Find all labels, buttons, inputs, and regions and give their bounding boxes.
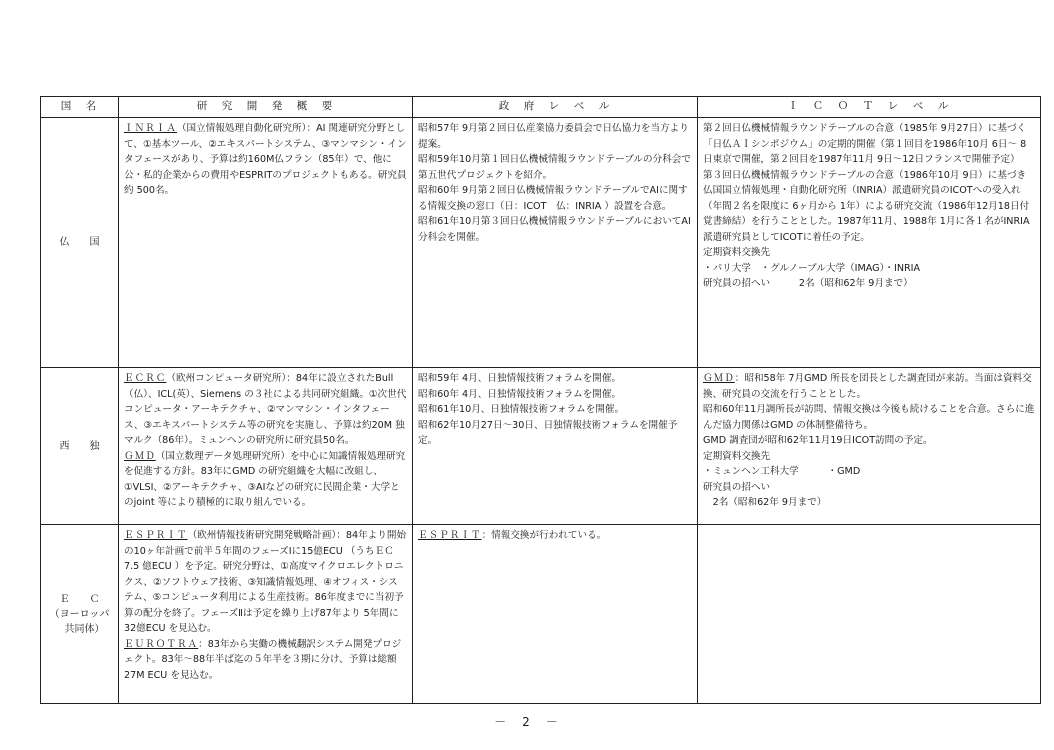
header-row: [41, 97, 1041, 118]
org-name: ＧＭＤ: [124, 450, 156, 462]
org-name: ＥＣＲＣ: [124, 373, 167, 384]
government-entry: 昭和60年 9月第２回日仏機械情報ラウンドテーブルでAIに関する情報交換の窓口（日：ICOT 仏：INRIA ）設置を合意。: [418, 185, 688, 212]
research-entry: [124, 637, 407, 684]
org-name: ＩＮＲＩＡ: [124, 123, 177, 134]
government-entry: 昭和57年 9月第２回日仏産業協力委員会で日仏協力を当方より提案。: [418, 123, 689, 150]
icot-entry: ・パリ大学 ・グルノーブル大学（IMAG）・INRIA: [703, 262, 921, 274]
research-entry: [124, 449, 407, 511]
icot-entry: 定期資料交換先: [703, 247, 771, 258]
org-description: （国立数理データ処理研究所）を中心に知識情報処理研究を促進する方針。83年にGMD の研究組織を大幅に改組し、①VLSI、②アーキテクチャ、③AIなどの研究に民間企業・大学とのjoint 等により積極的に取り組んでいる。: [124, 450, 406, 508]
research-cell: [119, 368, 413, 525]
icot-entry: 研究員の招へい 2名（昭和62年 9月まで）: [703, 278, 913, 289]
government-entry: 昭和60年 4月、日独情報技術フォラムを開催。: [418, 388, 622, 400]
research-entry: [124, 121, 407, 199]
government-entry: 昭和61年10月第３回日仏機械情報ラウンドテーブルにおいてAI分科会を開催。: [418, 216, 691, 243]
icot-entry: ＧＭＤ：昭和58年 7月GMD 所長を団長とした調査団が来訪。当面は資料交換、研究員の交流を行うこととした。: [703, 373, 1032, 400]
icot-cell: [698, 368, 1041, 525]
icot-cell: [698, 118, 1041, 368]
header-research-overview: 研 究 開 発 概 要: [119, 97, 413, 118]
research-entry: [124, 371, 407, 449]
government-entry: 昭和59年 4月、日独情報技術フォラムを開催。: [418, 373, 622, 384]
table-row-west-germany: [41, 368, 1041, 525]
header-icot-level: Ｉ Ｃ Ｏ Ｔ レ ベ ル: [698, 97, 1041, 118]
government-entry: 昭和59年10月第１回日仏機械情報ラウンドテーブルの分科会で第五世代プロジェクトを紹介。: [418, 154, 691, 181]
government-entry: 昭和62年10月27日～30日、日独情報技術フォラムを開催予定。: [418, 419, 678, 446]
table-row-ec: [41, 525, 1041, 704]
icot-entry: 2名（昭和62年 9月まで）: [703, 497, 827, 508]
org-name: ＥＳＰＲＩＴ: [124, 530, 188, 541]
org-name: ＥＳＰＲＩＴ: [418, 530, 482, 541]
icot-entry: 第３回日仏機械情報ラウンドテーブルの合意（1986年10月 9日）に基づき仏国国立情報処理・自動化研究所（INRIA）派遣研究員のICOTへの受入れ（年間２名を限度に 6ヶ月から 1年）による研究交流（1986年12月18日付覚書締結）を行うこととした。1987年11月、1988年 1月に各１名がINRIA 派遣研究員としてICOTに着任の予定。: [703, 169, 1030, 243]
icot-entry: 第２回日仏機械情報ラウンドテーブルの合意（1985年 9月27日）に基づく「日仏ＡＩシンポジウム」の定期的開催（第１回目を1986年10月 6日～ 8日東京で開催，第２回目を1987年11月 9日～12日フランスで開催予定）: [703, 123, 1027, 165]
org-description: （国立情報処理自動化研究所）：AI 関連研究分野として、①基本ツール、②エキスパートシステム、③マンマシン・インタフェースがあり、予算は約160M仏フラン（85年）で、他に公・私的企業からの費用やESPRITのプロジェクトもある。研究員約 500名。: [124, 123, 407, 196]
icot-entry: ・ミュンヘン工科大学 ・GMD: [703, 466, 861, 477]
government-cell: [413, 525, 698, 704]
header-government-level: 政 府 レ ベ ル: [413, 97, 698, 118]
icot-cell: [698, 525, 1041, 704]
government-cell: [413, 118, 698, 368]
country-cell: 仏 国: [41, 118, 119, 368]
research-cell: [119, 525, 413, 704]
research-entry: [124, 528, 407, 637]
comparison-table: [40, 96, 1041, 704]
icot-entry: GMD 調査団が昭和62年11月19日ICOT訪問の予定。: [703, 435, 933, 446]
government-cell: [413, 368, 698, 525]
org-name: ＧＭＤ: [703, 373, 735, 384]
org-description: （欧州情報技術研究開発戦略計画）：84年より開始の10ヶ年計画で前半５年間のフェーズⅠに15億ECU （うちＥＣ7.5 億ECU ）を予定。研究分野は、①高度マイクロエレクトロニクス、②ソフトウェア技術、③知識情報処理、④オフィス・システム、⑤コンピュータ利用による生産技術。86年度までに当初予算の配分を終了。フェーズⅡは予定を繰り上げ87年より 5年間に32億ECU を見込む。: [124, 530, 407, 634]
country-cell: 西 独: [41, 368, 119, 525]
org-name: ＥＵＲＯＴＲＡ: [124, 638, 199, 650]
government-entry: ＥＳＰＲＩＴ：情報交換が行われている。: [418, 530, 607, 541]
table-row-france: [41, 118, 1041, 368]
research-cell: [119, 118, 413, 368]
page-number: － 2 －: [494, 715, 560, 729]
header-country: 国 名: [41, 97, 119, 118]
org-description: （欧州コンピュータ研究所）：84年に設立されたBull（仏）、ICL(英）、Siemens の３社による共同研究組織。①次世代コンピュータ・アーキテクチャ、②マンマシン・インタフェース、③エキスパートシステム等の研究を実施し、予算は約20M 独マルク（86年）。ミュンヘンの研究所に研究員50名。: [124, 373, 407, 446]
icot-entry: 研究員の招へい: [703, 481, 771, 493]
org-description: ：83年から実働の機械翻訳システム開発プロジェクト。83年～88年半ば迄の５年半を３期に分け、予算は総額27M ECU を見込む。: [124, 638, 402, 681]
icot-entry: 昭和60年11月調所長が訪問、情報交換は今後も続けることを合意。さらに進んだ協力関係はGMD の体制整備待ち。: [703, 404, 1035, 431]
government-entry: 昭和61年10月、日独情報技術フォラムを開催。: [418, 404, 625, 415]
icot-entry: 定期資料交換先: [703, 450, 771, 462]
country-cell: Ｅ Ｃ （ヨーロッパ 共同体）: [41, 525, 119, 704]
